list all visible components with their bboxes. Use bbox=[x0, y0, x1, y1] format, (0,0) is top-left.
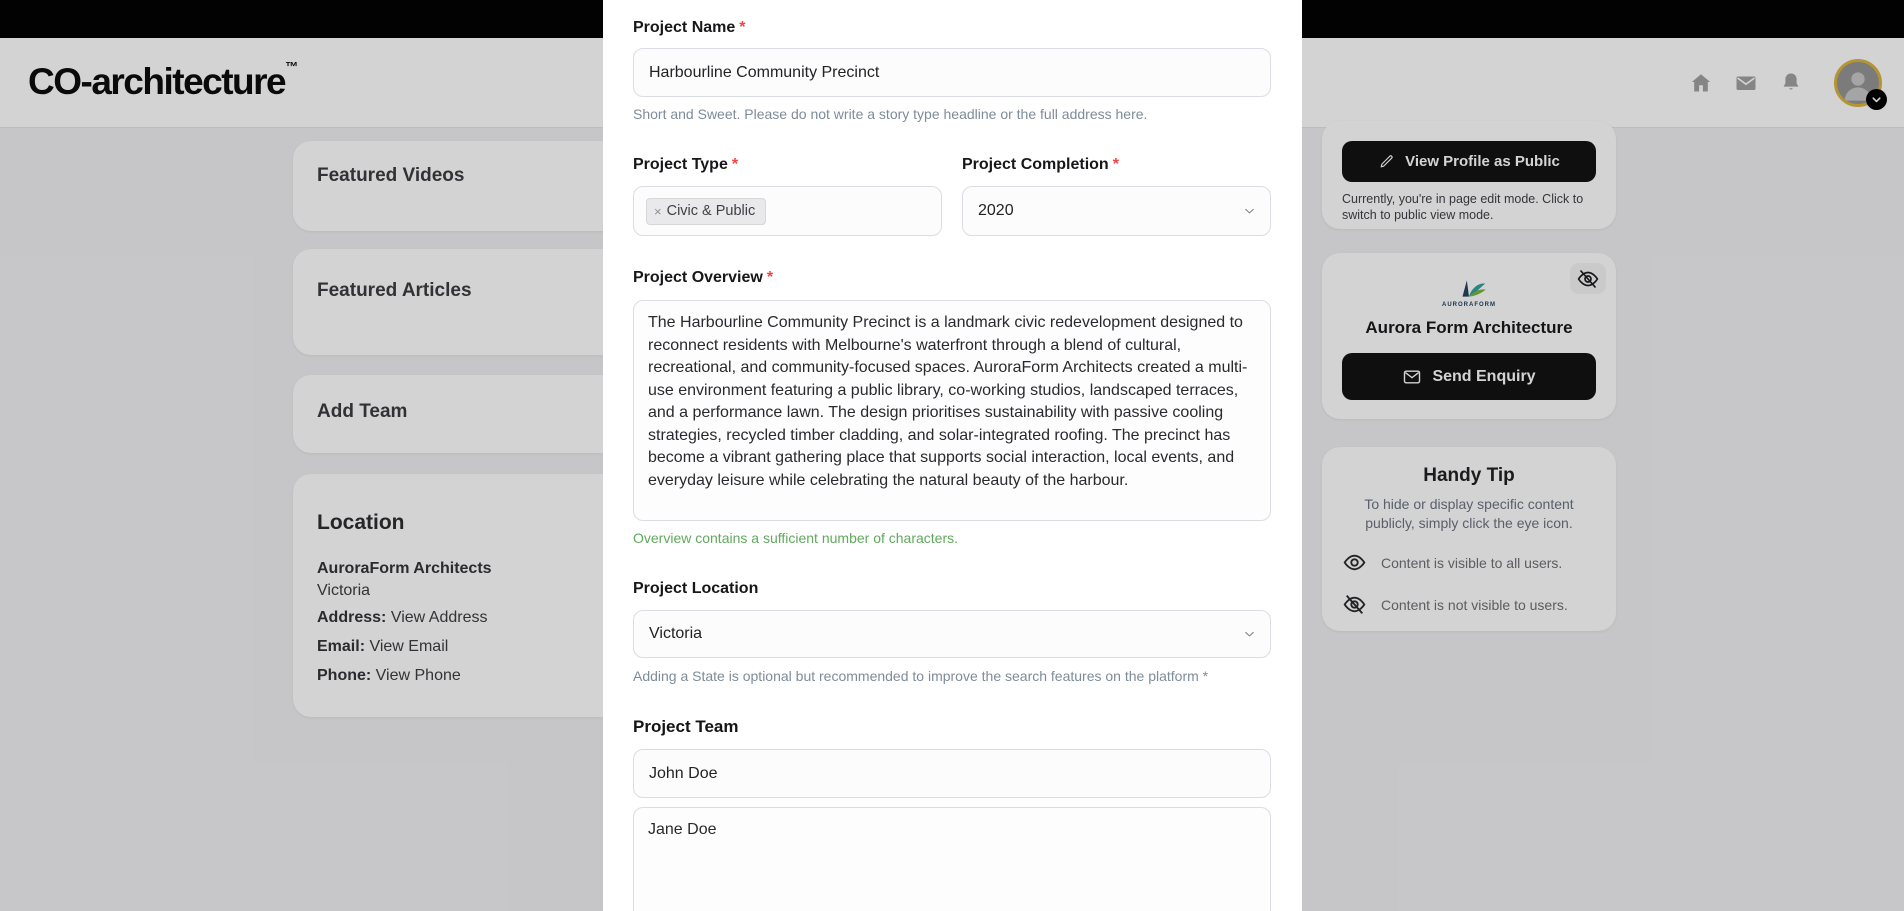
project-location-label: Project Location bbox=[633, 580, 759, 597]
required-asterisk: * bbox=[731, 156, 739, 173]
location-region: Victoria bbox=[317, 582, 371, 599]
project-location-value: Victoria bbox=[649, 625, 703, 642]
team-member-bio-textarea[interactable] bbox=[633, 807, 1271, 911]
chevron-down-icon bbox=[1242, 627, 1257, 642]
project-completion-select[interactable] bbox=[962, 186, 1271, 236]
send-enquiry-label: Send Enquiry bbox=[1432, 367, 1536, 385]
view-phone-link[interactable]: View Phone bbox=[375, 667, 461, 684]
required-asterisk: * bbox=[1112, 156, 1119, 173]
company-name: Aurora Form Architecture bbox=[1365, 318, 1573, 337]
project-type-label: Project Type * bbox=[633, 156, 739, 173]
project-completion-label: Project Completion * bbox=[962, 156, 1119, 173]
project-name-input[interactable] bbox=[633, 48, 1271, 97]
project-type-tag bbox=[646, 198, 766, 225]
site-logo-trademark: ™ bbox=[285, 58, 299, 74]
view-profile-button-label: View Profile as Public bbox=[1405, 153, 1560, 170]
handy-tip-title: Handy Tip bbox=[1423, 465, 1515, 486]
required-asterisk: * bbox=[766, 269, 774, 286]
tip-hidden-text: Content is not visible to users. bbox=[1381, 596, 1568, 613]
required-asterisk: * bbox=[739, 19, 746, 36]
project-overview-label: Project Overview * bbox=[633, 269, 774, 286]
add-team-title: Add Team bbox=[317, 401, 408, 422]
project-name-helper: Short and Sweet. Please do not write a story type headline or the full address here. bbox=[633, 106, 1148, 122]
featured-articles-title: Featured Articles bbox=[317, 280, 472, 301]
location-card-title: Location bbox=[317, 511, 405, 534]
site-logo-text: CO-architecture bbox=[28, 60, 286, 102]
project-completion-value: 2020 bbox=[978, 202, 1014, 219]
edit-mode-note: Currently, you're in page edit mode. Click to switch to public view mode. bbox=[1342, 192, 1584, 222]
location-company: AuroraForm Architects bbox=[317, 560, 492, 577]
overview-success-message: Overview contains a sufficient number of characters. bbox=[633, 530, 959, 546]
chevron-down-icon bbox=[1242, 204, 1257, 219]
handy-tip-body: To hide or display specific content publicly, simply click the eye icon. bbox=[1364, 496, 1574, 531]
featured-videos-title: Featured Videos bbox=[317, 165, 465, 186]
phone-label: Phone: bbox=[317, 667, 372, 684]
project-location-select[interactable] bbox=[633, 610, 1271, 658]
team-member-name-input[interactable] bbox=[633, 749, 1271, 798]
view-email-link[interactable]: View Email bbox=[369, 638, 449, 655]
auroraform-logo-text: AURORAFORM bbox=[1442, 302, 1496, 308]
project-location-helper: Adding a State is optional but recommended to improve the search features on the platform * bbox=[633, 668, 1209, 684]
tip-visible-text: Content is visible to all users. bbox=[1381, 554, 1563, 571]
email-label: Email: bbox=[317, 638, 366, 655]
project-name-label: Project Name * bbox=[633, 19, 746, 36]
address-label: Address: bbox=[317, 609, 387, 626]
project-type-tag-label: Civic & Public bbox=[666, 203, 756, 219]
project-overview-textarea[interactable] bbox=[633, 300, 1271, 521]
view-address-link[interactable]: View Address bbox=[390, 609, 488, 626]
edit-project-modal bbox=[603, 0, 1302, 911]
project-type-multiselect[interactable] bbox=[633, 186, 942, 236]
project-team-heading: Project Team bbox=[633, 717, 739, 736]
remove-tag-icon[interactable]: × bbox=[654, 203, 662, 219]
